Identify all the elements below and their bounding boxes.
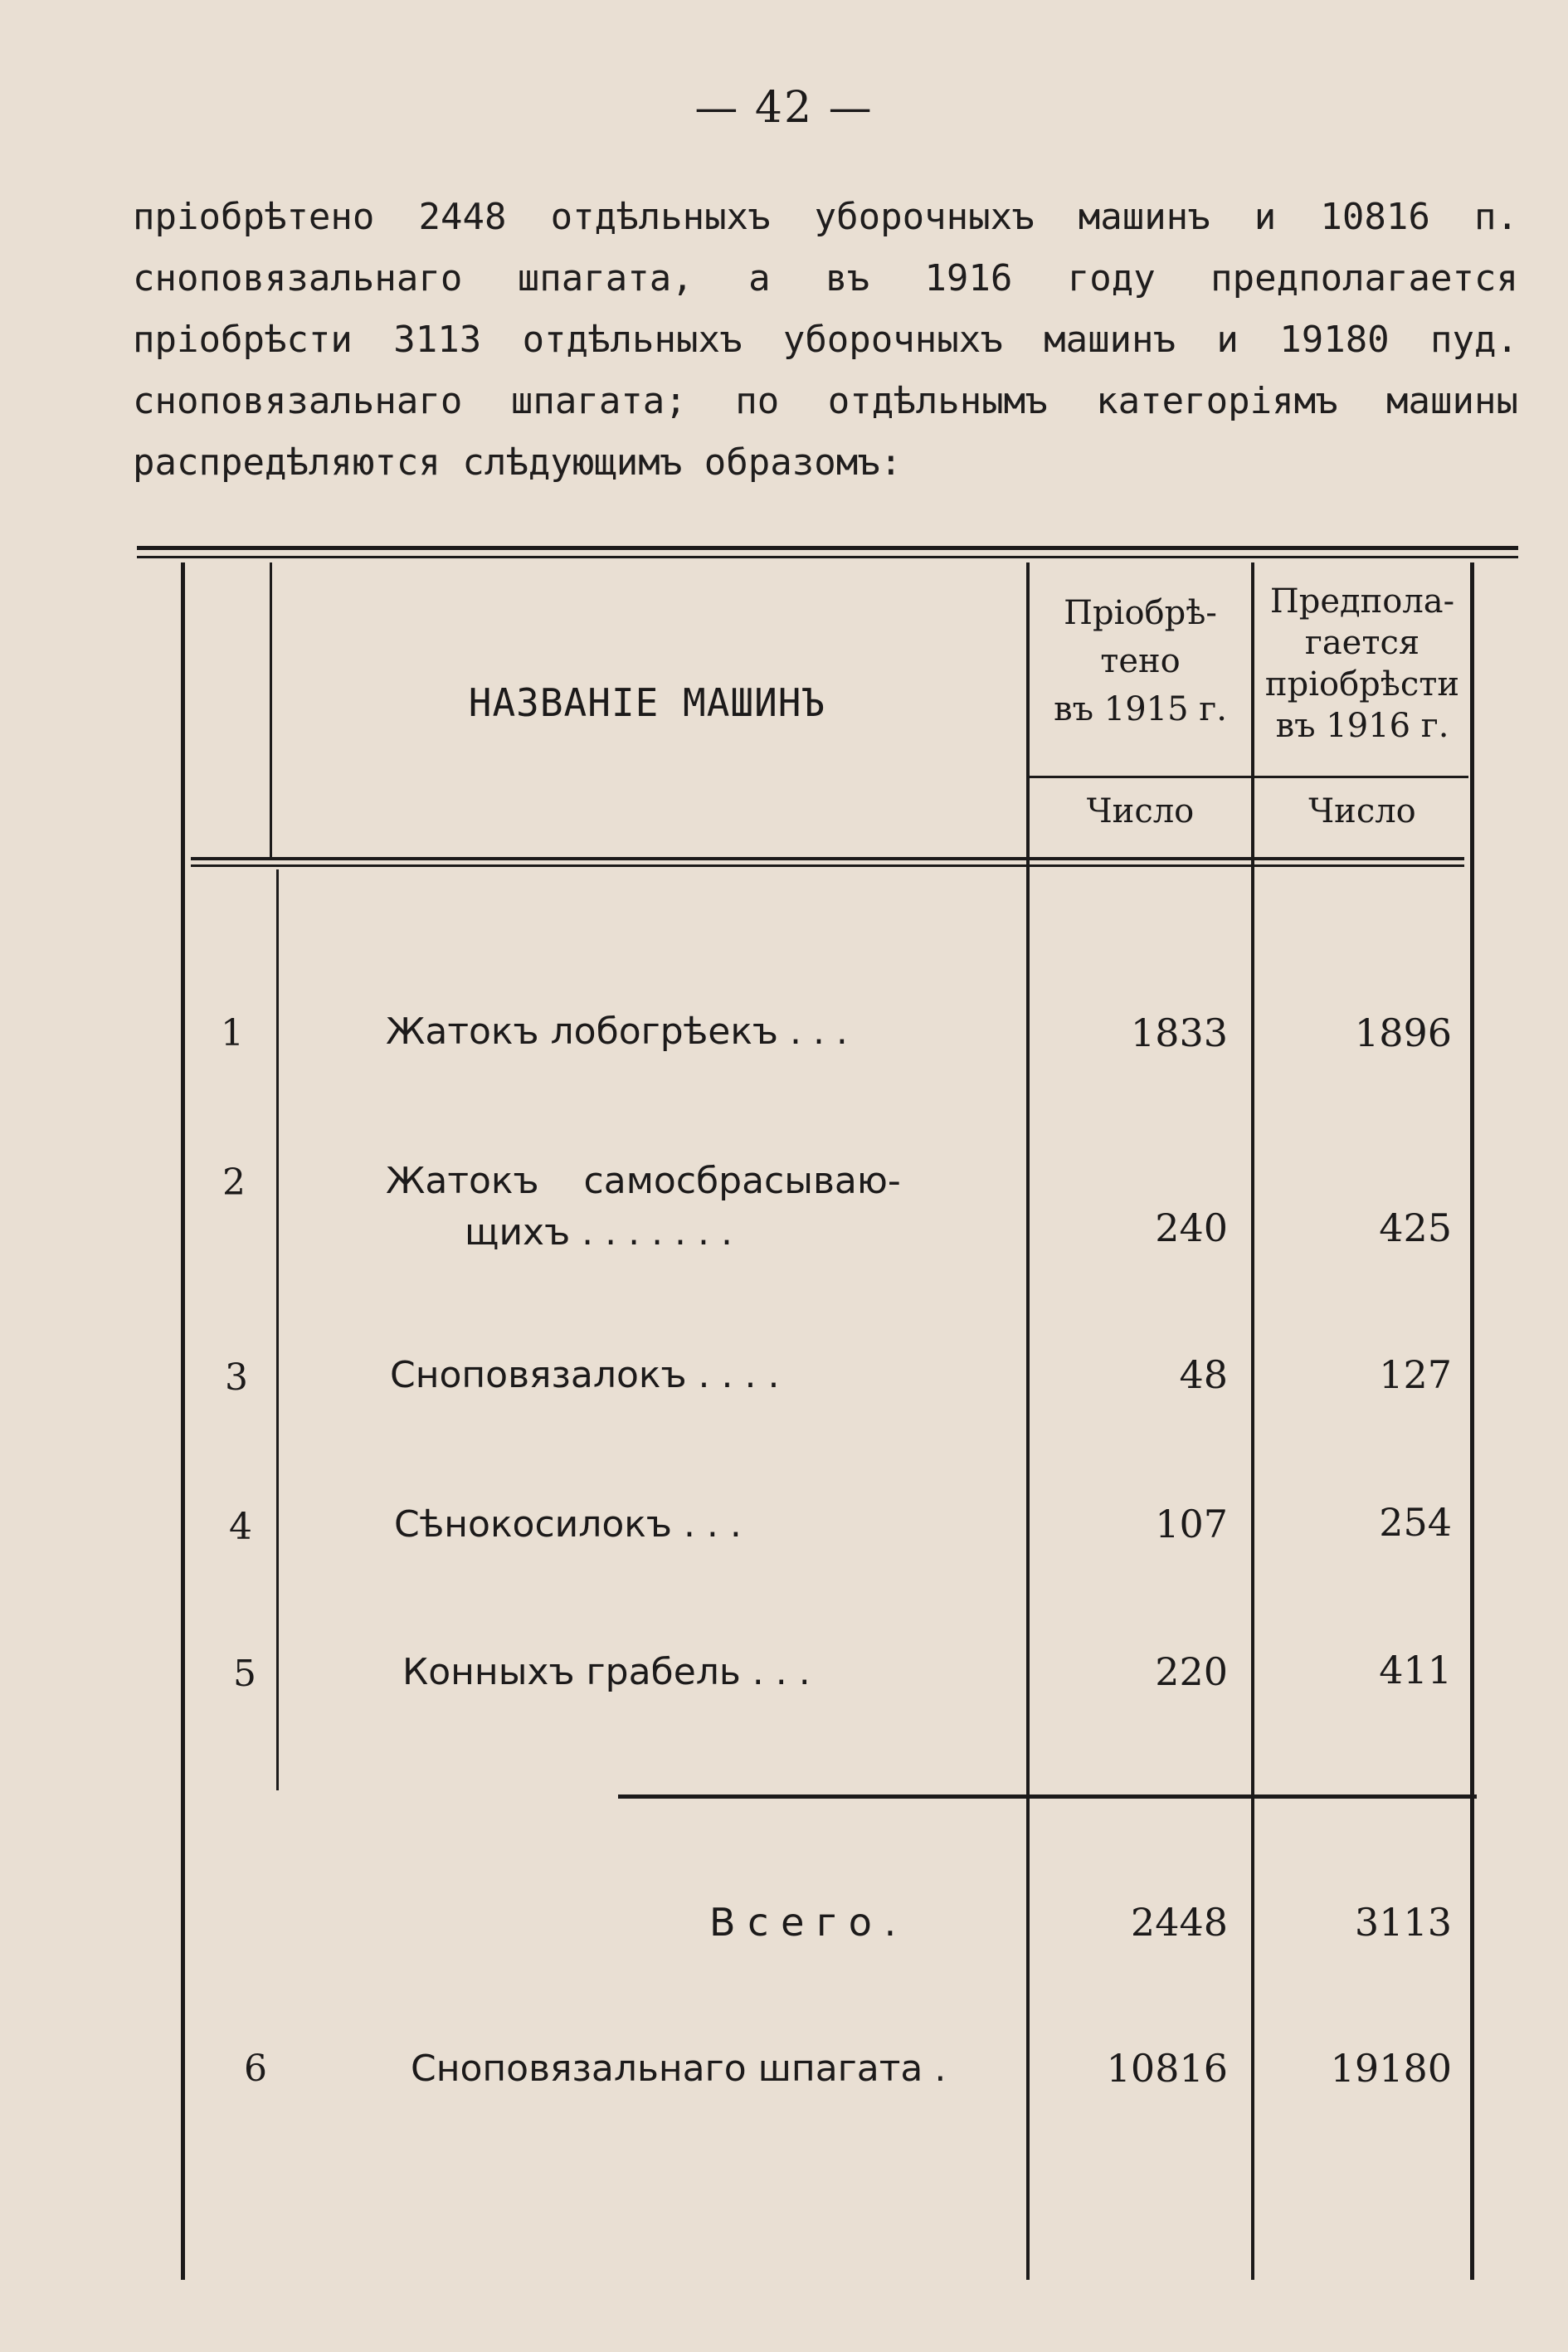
- header-line: въ 1915 г.: [1054, 690, 1227, 728]
- intro-line: пріобрѣсти 3113 отдѣльныхъ уборочныхъ машинъ и 19180 пуд.: [133, 319, 1518, 361]
- header-line: Предпола-: [1269, 582, 1455, 621]
- row-name: Сѣнокосилокъ . . .: [394, 1503, 742, 1546]
- table-top-rule: [137, 556, 1518, 558]
- header-bottom-rule: [191, 857, 1464, 860]
- planned-1916-header: [1254, 581, 1470, 747]
- total-rule: [618, 1794, 1477, 1799]
- header-bottom-rule: [191, 864, 1464, 867]
- header-line: пріобрѣсти: [1264, 665, 1460, 704]
- table-top-rule: [137, 546, 1518, 550]
- row-number: 5: [233, 1653, 256, 1695]
- row-value-1915: 1833: [1130, 1010, 1228, 1055]
- intro-line: сноповязальнаго шпагата; по отдѣльнымъ категоріямъ машины: [133, 380, 1518, 422]
- table-left-border: [181, 562, 185, 2280]
- intro-line: пріобрѣтено 2448 отдѣльныхъ уборочныхъ машинъ и 10816 п.: [133, 196, 1518, 238]
- row-name: Конныхъ грабель . . .: [402, 1651, 811, 1693]
- num-column-divider: [276, 869, 279, 1790]
- page-number: — 42 —: [694, 83, 874, 133]
- row-number: 4: [229, 1506, 252, 1548]
- row-value-1916: 254: [1379, 1500, 1452, 1545]
- col1-divider: [1026, 562, 1030, 2280]
- intro-line: сноповязальнаго шпагата, а въ 1916 году предполагается: [133, 257, 1518, 299]
- name-column-header: НАЗВАНІЕ МАШИНЪ: [468, 680, 826, 725]
- units-rule: [1029, 776, 1468, 778]
- row-name: Сноповязалокъ . . . .: [390, 1354, 780, 1396]
- row-name: Жатокъ самосбрасываю-: [386, 1160, 901, 1202]
- row-value-1916: 411: [1379, 1648, 1452, 1692]
- acquired-1915-header: [1030, 589, 1250, 733]
- row-name: Жатокъ лобогрѣекъ . . .: [386, 1010, 848, 1053]
- total-value-1915: 2448: [1130, 1900, 1228, 1945]
- row-number: 2: [222, 1161, 246, 1204]
- row-number: 1: [221, 1012, 244, 1054]
- row-value-1915: 10816: [1106, 2046, 1228, 2091]
- row-name-continued: щихъ . . . . . . .: [465, 1211, 733, 1254]
- table-right-border: [1470, 562, 1474, 2280]
- row-name: Сноповязальнаго шпагата .: [411, 2048, 947, 2090]
- col1-unit-label: Число: [1086, 792, 1195, 830]
- row-value-1915: 48: [1179, 1352, 1228, 1397]
- row-number: 6: [244, 2048, 267, 2090]
- header-line: въ 1916 г.: [1275, 707, 1449, 745]
- row-number: 3: [225, 1356, 248, 1399]
- intro-line: распредѣляются слѣдующимъ образомъ:: [133, 441, 903, 484]
- col2-unit-label: Число: [1308, 792, 1416, 830]
- row-value-1915: 240: [1155, 1205, 1228, 1250]
- header-line: гается: [1304, 624, 1420, 662]
- total-label: В с е г о .: [709, 1900, 897, 1945]
- row-value-1916: 127: [1379, 1352, 1452, 1397]
- row-value-1915: 107: [1155, 1502, 1228, 1546]
- header-line: Пріобрѣ-: [1064, 594, 1217, 632]
- num-column-divider: [270, 562, 272, 857]
- row-value-1916: 19180: [1330, 2046, 1452, 2091]
- total-value-1916: 3113: [1354, 1900, 1452, 1945]
- row-value-1915: 220: [1155, 1649, 1228, 1694]
- row-value-1916: 425: [1379, 1205, 1452, 1250]
- intro-paragraph: [133, 187, 1518, 494]
- row-value-1916: 1896: [1354, 1010, 1452, 1055]
- header-line: тено: [1100, 642, 1181, 680]
